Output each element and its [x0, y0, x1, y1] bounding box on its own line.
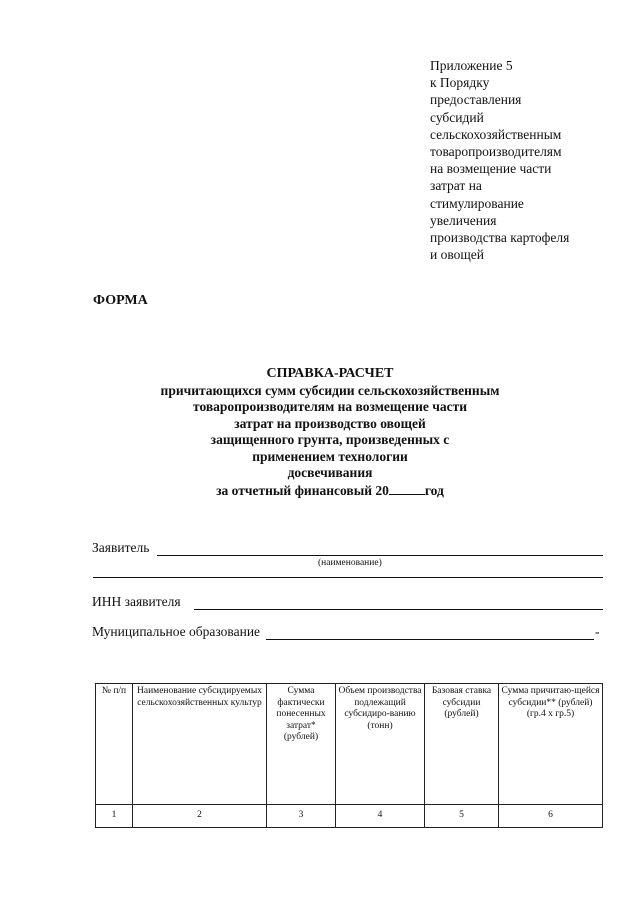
annex-line: и овощей — [430, 247, 484, 263]
column-number-cell: 6 — [499, 805, 603, 828]
annex-line: субсидий — [430, 109, 484, 125]
title-line: защищенного грунта, произведенных с — [210, 432, 450, 447]
column-number-cell: 2 — [133, 805, 267, 828]
annex-line: предоставления — [430, 92, 522, 108]
header-cell: Базовая ставка субсидии (рублей) — [425, 684, 499, 805]
annex-line: Приложение 5 — [430, 58, 513, 73]
annex-block — [430, 57, 630, 263]
applicant-label: Заявитель — [92, 540, 150, 555]
calculation-table — [95, 683, 603, 828]
form-label: ФОРМА — [93, 293, 148, 308]
header-cell: Наименование субсидируемых сельскохозяйственных культур — [133, 684, 267, 805]
municipality-label: Муниципальное образование — [92, 624, 261, 639]
annex-line: стимулирование — [430, 195, 524, 211]
annex-line: товаропроизводителям — [430, 144, 562, 160]
title-line: причитающихся сумм субсидии сельскохозяйственным — [160, 382, 500, 398]
header-cell: Сумма фактически понесенных затрат* (рублей) — [267, 684, 336, 805]
annex-line: производства картофеля — [430, 230, 570, 246]
document-title — [120, 366, 540, 499]
period-suffix: год — [424, 482, 444, 498]
annex-line: затрат на — [430, 178, 482, 194]
applicant-hint: (наименование) — [318, 558, 382, 568]
header-cell: Сумма причитаю-щейся субсидии** (рублей) (гр.4 х гр.5) — [499, 684, 603, 805]
period-prefix: за отчетный финансовый 20 — [216, 482, 389, 498]
annex-line: на возмещение части — [430, 161, 552, 177]
title-line: товаропроизводителям на возмещение части — [193, 399, 467, 414]
annex-line: увеличения — [430, 212, 497, 228]
column-number-cell: 4 — [336, 805, 425, 828]
municipality-blank-field[interactable] — [266, 639, 594, 640]
column-number-cell: 3 — [267, 805, 336, 828]
title-line: применением технологии — [252, 448, 408, 464]
inn-blank-field[interactable] — [194, 609, 603, 610]
annex-line: сельскохозяйственным — [430, 126, 562, 142]
column-number-cell: 5 — [425, 805, 499, 828]
applicant-second-blank-field[interactable] — [93, 577, 603, 578]
applicant-blank-field[interactable] — [157, 555, 603, 556]
title-period — [120, 482, 540, 500]
municipality-end-mark: - — [595, 624, 600, 639]
title-line: затрат на производство овощей — [234, 415, 426, 431]
title-heading: СПРАВКА-РАСЧЕТ — [266, 366, 394, 381]
title-line: досвечивания — [287, 465, 373, 480]
annex-line: к Порядку — [430, 75, 490, 91]
table-header-row — [96, 684, 603, 805]
column-number-cell: 1 — [96, 805, 133, 828]
header-cell: № п/п — [96, 684, 133, 805]
year-blank-field[interactable] — [389, 482, 425, 495]
table-row — [96, 805, 603, 828]
inn-label: ИНН заявителя — [92, 594, 181, 609]
header-cell: Объем производства подлежащий субсидиро-ванию (тонн) — [336, 684, 425, 805]
